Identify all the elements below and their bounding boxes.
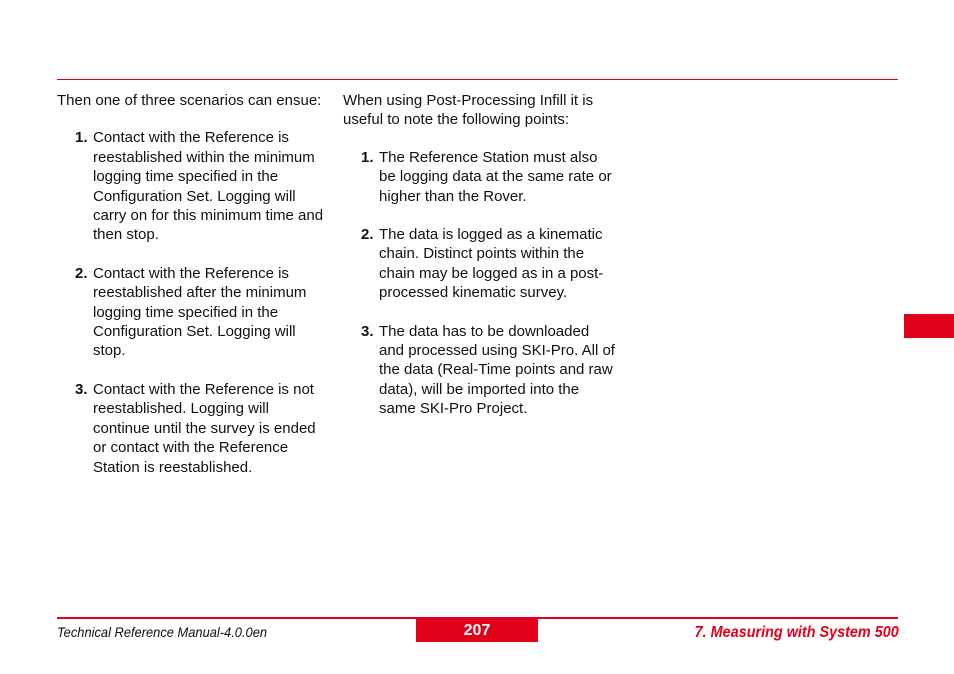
list-text: The data is logged as a kinematic chain. Distinct points within the chain may be logged as in a post-processed kinematic survey. <box>379 226 604 302</box>
list-number: 2. <box>361 226 374 244</box>
manual-title: Technical Reference Manual-4.0.0en <box>57 624 268 640</box>
list-number: 3. <box>361 322 374 340</box>
list-number: 1. <box>361 148 374 166</box>
list-text: Contact with the Reference is reestablished within the minimum logging time specified in the Configuration Set. Logging will carry on for this minimum time and then stop. <box>93 129 324 244</box>
list-text: The data has to be downloaded and processed using SKI-Pro. All of the data (Real-Time points and raw data), will be imported into the same SKI-Pro Project. <box>379 322 615 418</box>
list-item <box>343 225 615 303</box>
list-text: Contact with the Reference is reestablished after the minimum logging time specified in the Configuration Set. Logging will stop. <box>93 264 307 360</box>
list-number: 3. <box>75 380 88 398</box>
list-number: 1. <box>75 129 88 147</box>
middle-intro: When using Post-Processing Infill it is useful to note the following points: <box>343 92 594 129</box>
list-item <box>343 148 615 206</box>
page-number: 207 <box>416 619 538 642</box>
chapter-title: 7. Measuring with System 500 <box>694 624 899 641</box>
list-item <box>57 380 329 477</box>
list-text: Contact with the Reference is not reestablished. Logging will continue until the survey is ended or contact with the Reference Station is reestablished. <box>93 380 316 476</box>
list-item <box>57 128 329 244</box>
chapter-tab-marker <box>904 314 954 338</box>
list-text: The Reference Station must also be logging data at the same rate or higher than the Rover. <box>379 148 612 205</box>
left-column <box>57 91 329 496</box>
left-intro: Then one of three scenarios can ensue: <box>57 92 322 109</box>
header-rule <box>57 79 898 80</box>
middle-points-list <box>343 148 615 419</box>
list-item <box>343 322 615 419</box>
list-number: 2. <box>75 264 88 282</box>
left-scenario-list <box>57 128 329 477</box>
list-item <box>57 264 329 361</box>
middle-column <box>343 91 615 438</box>
